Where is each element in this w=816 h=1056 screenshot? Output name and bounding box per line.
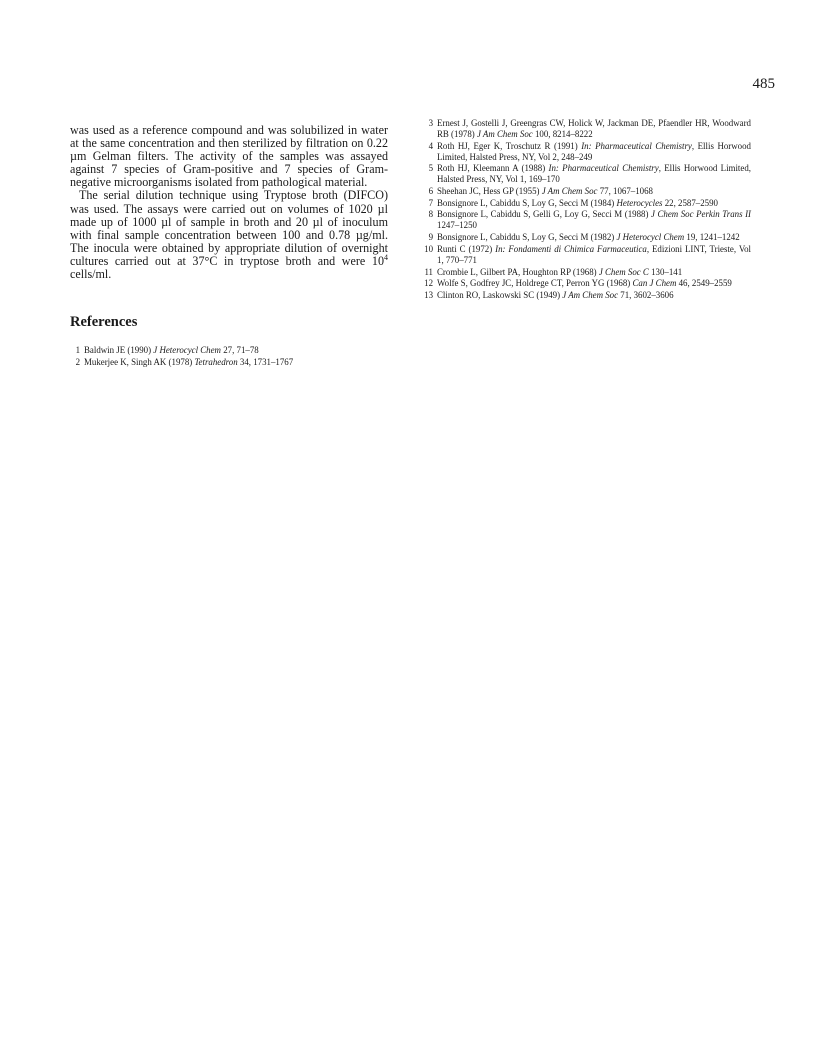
reference-number: 5: [428, 163, 433, 174]
text-run: 77, 1067–1068: [597, 186, 653, 197]
reference-item: [70, 345, 388, 356]
text-run: 27, 71–78: [220, 345, 259, 356]
reference-item: [421, 267, 751, 278]
reference-number: 1: [75, 345, 80, 356]
reference-item: [421, 118, 751, 140]
text-run: 100, 8214–8222: [532, 129, 593, 139]
journal-title: J Am Chem Soc: [476, 129, 533, 139]
reference-item: [421, 278, 751, 289]
reference-number: 7: [428, 197, 433, 208]
text-run: 46, 2549–2559: [676, 278, 732, 289]
reference-item: [70, 357, 388, 368]
journal-title: Heterocycles: [616, 197, 663, 208]
text-run: , Edizioni LINT, Trieste, Vol 1, 770–771: [437, 243, 752, 265]
journal-title: Can J Chem: [632, 278, 677, 289]
journal-title: J Heterocycl Chem: [153, 345, 221, 356]
reference-item: [421, 232, 751, 243]
journal-title: In: Pharmaceutical Chemistry: [581, 140, 692, 151]
reference-item: [421, 198, 751, 209]
reference-number: 2: [75, 356, 80, 367]
journal-title: Tetrahedron: [194, 356, 238, 367]
references-heading: References: [70, 314, 138, 331]
text-run: The serial dilution technique using Tryptose broth (DIFCO) was used. The assays were carried out on volumes of 1020 µl made up of 1000 µl of sample in broth and 20 µl of inoculum with final sample concentration between 100 and 0.78 µg/ml. The inocula were obtained by appropriate dilution of overnight cultures carried out at 37°C in tryptose broth and were 10: [70, 188, 388, 268]
references-list-left: [70, 345, 388, 368]
text-run: 19, 1241–1242: [684, 232, 740, 243]
journal-title: J Am Chem Soc: [541, 186, 598, 197]
journal-title: J Chem Soc Perkin Trans II: [650, 209, 751, 220]
journal-title: In: Fondamenti di Chimica Farmaceutica: [495, 243, 647, 254]
reference-number: 13: [424, 289, 433, 300]
reference-number: 9: [428, 232, 433, 243]
text-run: Clinton RO, Laskowski SC (1949): [437, 289, 563, 300]
superscript: 4: [384, 252, 388, 262]
reference-number: 4: [428, 140, 433, 151]
text-run: cells/ml.: [70, 267, 112, 282]
text-run: was used as a reference compound and was solubilized in water at the same concentration and then sterilized by filtration on 0.22 µm Gelman filters. The activity of the samples was assayed against 7 species of Gram-positive and 7 species of Gram-negative microorganisms isolated from pathological material.: [70, 123, 388, 190]
left-column: [70, 124, 388, 369]
text-run: Wolfe S, Godfrey JC, Holdrege CT, Perron YG (1968): [437, 278, 633, 289]
text-run: Bonsignore L, Cabiddu S, Gelli G, Loy G, Secci M (1988): [437, 209, 651, 220]
reference-item: [421, 141, 751, 163]
text-run: Mukerjee K, Singh AK (1978): [84, 356, 195, 367]
text-run: 1247–1250: [437, 220, 477, 231]
reference-item: [421, 186, 751, 197]
text-run: Sheehan JC, Hess GP (1955): [437, 186, 542, 197]
reference-number: 3: [428, 118, 433, 128]
reference-number: 10: [424, 243, 433, 254]
reference-number: 11: [424, 266, 433, 277]
reference-item: [421, 244, 751, 266]
text-run: Ernest J, Gostelli J, Greengras CW, Holick W, Jackman DE, Pfaendler HR, Woodward RB (1978): [437, 118, 751, 139]
reference-item: [421, 290, 751, 301]
body-paragraph: [70, 189, 388, 281]
journal-title: In: Pharmaceutical Chemistry: [548, 163, 659, 174]
right-column: [421, 118, 751, 302]
body-paragraph: [70, 124, 388, 189]
body-text: [70, 124, 388, 281]
text-run: , Ellis Horwood Limited, Halsted Press, NY, Vol 2, 248–249: [437, 140, 751, 162]
journal-title: J Chem Soc C: [598, 266, 649, 277]
reference-number: 6: [428, 186, 433, 197]
journal-title: J Am Chem Soc: [562, 289, 619, 300]
text-run: Roth HJ, Kleemann A (1988): [437, 163, 549, 174]
journal-title: J Heterocycl Chem: [616, 232, 685, 243]
reference-number: 8: [428, 209, 433, 220]
text-run: Baldwin JE (1990): [84, 345, 154, 356]
text-run: Crombie L, Gilbert PA, Houghton RP (1968): [437, 266, 599, 277]
reference-item: [421, 163, 751, 185]
text-run: Roth HJ, Eger K, Troschutz R (1991): [437, 140, 582, 151]
reference-number: 12: [424, 278, 433, 289]
reference-item: [421, 209, 751, 231]
page-number: 485: [752, 76, 775, 92]
text-run: 34, 1731–1767: [237, 356, 294, 367]
text-run: 22, 2587–2590: [662, 197, 718, 208]
text-run: Runti C (1972): [437, 243, 496, 254]
text-run: 71, 3602–3606: [618, 289, 674, 300]
text-run: 130–141: [648, 266, 683, 277]
text-run: Bonsignore L, Cabiddu S, Loy G, Secci M (1982): [437, 232, 617, 243]
text-run: , Ellis Horwood Limited, Halsted Press, NY, Vol 1, 169–170: [437, 163, 751, 185]
references-list-right: [421, 118, 751, 301]
text-run: Bonsignore L, Cabiddu S, Loy G, Secci M (1984): [437, 197, 617, 208]
